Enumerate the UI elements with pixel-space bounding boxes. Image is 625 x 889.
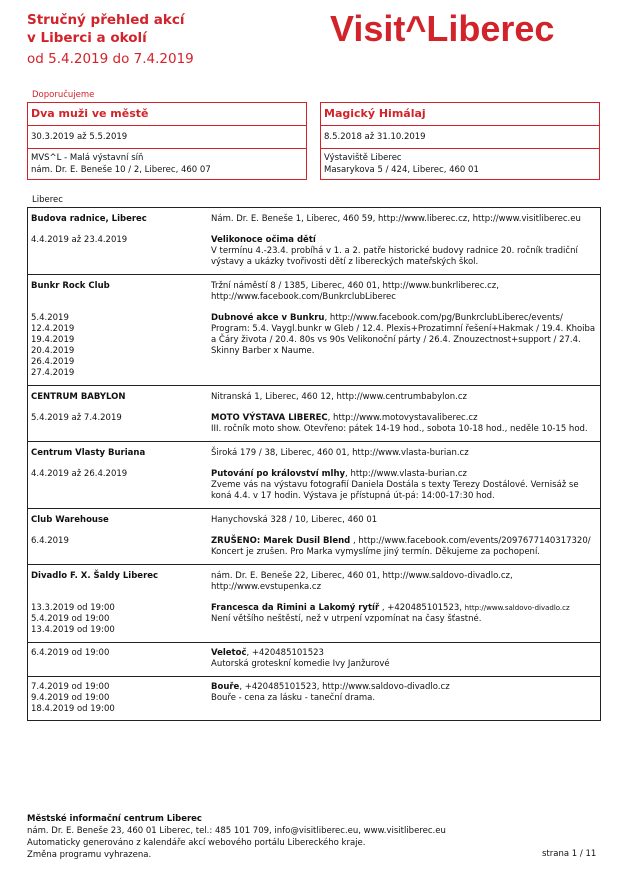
events-table bbox=[27, 207, 601, 721]
event-date: 4.4.2019 až 26.4.2019 bbox=[31, 469, 128, 479]
title-line-2: v Liberci a okolí bbox=[27, 30, 147, 46]
event-date: 19.4.2019 bbox=[31, 335, 75, 345]
event-description: Program: 5.4. Vaygl.bunkr w Gleb / 12.4. Plexis+Prozatimní řešení+Hakmak / 19.4. Khoiba a Čáry života / 20.4. 80s vs 90s Velikonoční párty / 26.4. Znouzectnost+support / 27.4. Skinny Barber x Naume. bbox=[211, 324, 596, 356]
recommended-card bbox=[320, 102, 600, 180]
venue-address: nám. Dr. E. Beneše 22, Liberec, 460 01, http://www.saldovo-divadlo.cz, http://www.evstupenka.cz bbox=[211, 571, 513, 592]
venue-group bbox=[28, 275, 600, 386]
event-description: V termínu 4.-23.4. probíhá v 1. a 2. patře historické budovy radnice 20. ročník tradiční výstavy a ukázky tvořivosti dětí z libereckých mateřských škol. bbox=[211, 246, 578, 267]
event-title: Bouře bbox=[211, 682, 240, 692]
event-title: Dubnové akce v Bunkru bbox=[211, 313, 325, 323]
recommended-event-place: Výstaviště Liberec bbox=[324, 153, 402, 163]
event-title: MOTO VÝSTAVA LIBEREC bbox=[211, 413, 328, 423]
footer bbox=[27, 813, 446, 861]
event-description: Bouře - cena za lásku - taneční drama. bbox=[211, 693, 376, 703]
event-dates bbox=[28, 469, 208, 502]
event-title: Veletoč bbox=[211, 648, 247, 658]
event-url: http://www.saldovo-divadlo.cz bbox=[464, 604, 570, 612]
event-description: Zveme vás na výstavu fotografií Daniela Dostála s texty Terezy Dostálové. Vernisáž se koná 4.4. v 17 hodin. Výstava je přístupná út-pá: 14:00-17:30 hod. bbox=[211, 480, 579, 501]
venue-name: Centrum Vlasty Buriana bbox=[31, 448, 146, 458]
event-dates bbox=[28, 235, 208, 268]
event-info bbox=[208, 413, 600, 435]
recommended-event-title: Magický Himálaj bbox=[321, 103, 599, 126]
event-date: 13.3.2019 od 19:00 bbox=[31, 603, 115, 613]
venue-group bbox=[28, 442, 600, 509]
venue-group bbox=[28, 509, 600, 565]
event-description: Není většího neštěstí, než v utrpení vzpomínat na časy šťastné. bbox=[211, 614, 482, 624]
event-date: 7.4.2019 od 19:00 bbox=[31, 682, 110, 692]
event-info bbox=[208, 603, 600, 636]
event-info bbox=[208, 648, 600, 670]
event-description: Koncert je zrušen. Pro Marka vymyslíme jiný termín. Děkujeme za pochopení. bbox=[211, 547, 541, 557]
venue-name: CENTRUM BABYLON bbox=[31, 392, 126, 402]
event-date: 13.4.2019 od 19:00 bbox=[31, 625, 115, 635]
event-date: 4.4.2019 až 23.4.2019 bbox=[31, 235, 128, 245]
event-dates bbox=[28, 313, 208, 379]
event-date: 18.4.2019 od 19:00 bbox=[31, 704, 115, 714]
event-date: 20.4.2019 bbox=[31, 346, 75, 356]
event-title: Putování po království mlhy bbox=[211, 469, 346, 479]
recommended-label: Doporučujeme bbox=[32, 90, 95, 100]
event-description: III. ročník moto show. Otevřeno: pátek 14-19 hod., sobota 10-18 hod., neděle 10-15 hod. bbox=[211, 424, 588, 434]
event-links: , http://www.facebook.com/events/2097677140317320/ bbox=[350, 536, 591, 546]
venue-name: Bunkr Rock Club bbox=[31, 281, 110, 291]
footer-note: Automaticky generováno z kalendáře akcí webového portálu Libereckého kraje. bbox=[27, 838, 366, 848]
event-date: 27.4.2019 bbox=[31, 368, 75, 378]
event-dates bbox=[28, 603, 208, 636]
event-date: 26.4.2019 bbox=[31, 357, 75, 367]
event-date: 5.4.2019 až 7.4.2019 bbox=[31, 413, 122, 423]
footer-address: nám. Dr. E. Beneše 23, 460 01 Liberec, tel.: 485 101 709, info@visitliberec.eu, www.visitliberec.eu bbox=[27, 826, 446, 836]
event-description: Autorská groteskní komedie Ivy Janžurové bbox=[211, 659, 390, 669]
visit-liberec-logo: Visit^Liberec bbox=[330, 8, 555, 49]
event-links: , +420485101523, http://www.saldovo-divadlo.cz bbox=[239, 682, 450, 692]
recommended-event-dates: 8.5.2018 až 31.10.2019 bbox=[321, 126, 599, 149]
venue-address: Hanychovská 328 / 10, Liberec, 460 01 bbox=[211, 515, 378, 525]
event-links: , +420485101523, bbox=[379, 603, 465, 613]
date-range: od 5.4.2019 do 7.4.2019 bbox=[27, 51, 194, 67]
page-number: strana 1 / 11 bbox=[542, 849, 597, 859]
recommended-event-place: MVS^L - Malá výstavní síň bbox=[31, 153, 144, 163]
venue-address: Nám. Dr. E. Beneše 1, Liberec, 460 59, http://www.liberec.cz, http://www.visitliberec.eu bbox=[211, 214, 581, 224]
event-links: , http://www.vlasta-burian.cz bbox=[345, 469, 467, 479]
document-title bbox=[27, 11, 185, 47]
event-dates bbox=[28, 536, 208, 558]
event-info bbox=[208, 469, 600, 502]
event-date: 5.4.2019 bbox=[31, 313, 69, 323]
event-dates bbox=[28, 413, 208, 435]
venue-address: Tržní náměstí 8 / 1385, Liberec, 460 01, http://www.bunkrliberec.cz, http://www.facebook.com/BunkrclubLiberec bbox=[211, 281, 499, 302]
event-date: 12.4.2019 bbox=[31, 324, 75, 334]
event-title: Velikonoce očima dětí bbox=[211, 235, 316, 245]
venue-address: Široká 179 / 38, Liberec, 460 01, http://www.vlasta-burian.cz bbox=[211, 448, 469, 458]
recommended-event-address: Masarykova 5 / 424, Liberec, 460 01 bbox=[324, 165, 479, 175]
event-date: 6.4.2019 od 19:00 bbox=[31, 648, 110, 658]
event-title: Francesca da Rimini a Lakomý rytíř bbox=[211, 603, 380, 613]
venue-group bbox=[28, 386, 600, 442]
event-info bbox=[208, 682, 600, 715]
event-info bbox=[208, 536, 600, 558]
event-dates bbox=[28, 648, 208, 670]
recommended-event-dates: 30.3.2019 až 5.5.2019 bbox=[28, 126, 306, 149]
title-line-1: Stručný přehled akcí bbox=[27, 12, 185, 28]
recommended-event-address: nám. Dr. E. Beneše 10 / 2, Liberec, 460 07 bbox=[31, 165, 211, 175]
recommended-event-title: Dva muži ve městě bbox=[28, 103, 306, 126]
event-date: 5.4.2019 od 19:00 bbox=[31, 614, 110, 624]
event-links: , +420485101523 bbox=[246, 648, 324, 658]
event-info bbox=[208, 235, 600, 268]
event-date: 6.4.2019 bbox=[31, 536, 69, 546]
venue-group bbox=[28, 565, 600, 720]
event-date: 9.4.2019 od 19:00 bbox=[31, 693, 110, 703]
venue-group bbox=[28, 208, 600, 275]
city-label: Liberec bbox=[32, 195, 63, 205]
recommended-card bbox=[27, 102, 307, 180]
venue-name: Club Warehouse bbox=[31, 515, 109, 525]
event-links: , http://www.facebook.com/pg/BunkrclubLiberec/events/ bbox=[324, 313, 563, 323]
venue-address: Nitranská 1, Liberec, 460 12, http://www.centrumbabylon.cz bbox=[211, 392, 467, 402]
footer-note: Změna programu vyhrazena. bbox=[27, 850, 152, 860]
venue-name: Divadlo F. X. Šaldy Liberec bbox=[31, 571, 159, 581]
event-info bbox=[208, 313, 600, 379]
event-links: , http://www.motovystavaliberec.cz bbox=[327, 413, 478, 423]
venue-name: Budova radnice, Liberec bbox=[31, 214, 147, 224]
footer-organization: Městské informační centrum Liberec bbox=[27, 814, 202, 824]
event-title: ZRUŠENO: Marek Dusil Blend bbox=[211, 536, 351, 546]
event-dates bbox=[28, 682, 208, 715]
